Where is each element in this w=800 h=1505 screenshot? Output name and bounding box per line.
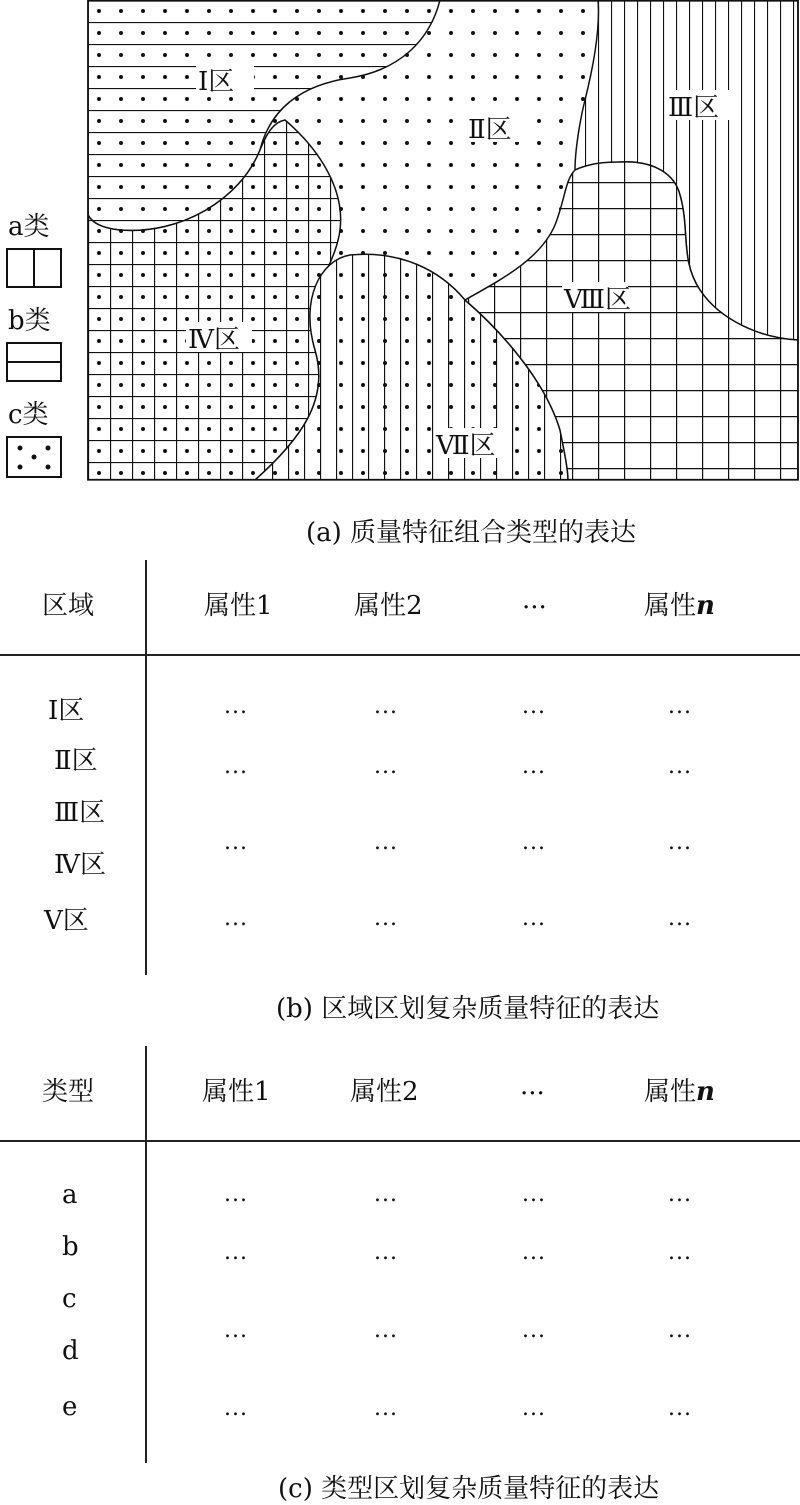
legend-a-label: a类 [8, 212, 50, 242]
table-cell: ... [522, 1396, 546, 1421]
zone-iii-label: Ⅲ区 [668, 93, 720, 123]
legend-a-swatch [6, 248, 62, 288]
table-row-label: Ⅲ区 [54, 798, 106, 828]
table-cell: ... [374, 1240, 398, 1265]
table-cell: ... [224, 1318, 248, 1343]
legend-c-swatch [6, 436, 62, 478]
table-cell: ... [374, 1182, 398, 1207]
table-row-label: Ⅱ区 [54, 746, 98, 776]
table-b-header-region: 区域 [42, 591, 95, 621]
table-c-header-type: 类型 [42, 1077, 95, 1107]
table-c-header-rule [0, 1140, 800, 1142]
table-cell: ... [668, 1396, 692, 1421]
table-cell: ... [224, 1396, 248, 1421]
table-cell: ... [522, 906, 546, 931]
table-b-vertical-rule [145, 560, 147, 975]
table-row-label: b [62, 1232, 79, 1262]
table-row-label: a [62, 1180, 78, 1210]
table-cell: ... [224, 830, 248, 855]
table-cell: ... [668, 754, 692, 779]
table-cell: ... [374, 906, 398, 931]
caption-a: (a) 质量特征组合类型的表达 [306, 518, 637, 548]
table-row-label: Ⅰ区 [48, 696, 85, 726]
table-cell: ... [522, 830, 546, 855]
table-cell: ... [374, 1318, 398, 1343]
table-cell: ... [522, 754, 546, 779]
table-cell: ... [224, 906, 248, 931]
table-cell: ... [374, 830, 398, 855]
zone-ii-label: Ⅱ区 [468, 115, 512, 145]
table-cell: ... [374, 754, 398, 779]
table-cell: ... [522, 1182, 546, 1207]
table-b-header-ellipsis: ... [522, 585, 547, 615]
zone-iv-label: Ⅳ区 [188, 325, 240, 355]
legend-b-swatch [6, 342, 62, 382]
legend-b-label: b类 [8, 306, 51, 336]
table-cell: ... [668, 906, 692, 931]
table-c-header-attr2: 属性2 [350, 1077, 419, 1107]
zone-i-label: Ⅰ区 [198, 67, 235, 97]
table-c-header-ellipsis: ... [520, 1071, 545, 1101]
table-b-header-attr1: 属性1 [204, 591, 273, 621]
table-cell: ... [668, 830, 692, 855]
zone-map [0, 0, 800, 500]
legend-c-label: c类 [8, 400, 49, 430]
table-cell: ... [522, 1240, 546, 1265]
table-cell: ... [522, 694, 546, 719]
zone-vii-label: Ⅶ区 [436, 431, 496, 461]
table-cell: ... [522, 1318, 546, 1343]
caption-b: (b) 区域区划复杂质量特征的表达 [276, 994, 660, 1024]
table-cell: ... [224, 754, 248, 779]
table-b-header-attr2: 属性2 [354, 591, 423, 621]
table-c-header-attr1: 属性1 [202, 1077, 271, 1107]
caption-c: (c) 类型区划复杂质量特征的表达 [278, 1474, 660, 1504]
table-cell: ... [668, 1318, 692, 1343]
table-b-header-rule [0, 654, 800, 656]
table-row-label: c [62, 1284, 77, 1314]
table-cell: ... [374, 694, 398, 719]
table-cell: ... [668, 1240, 692, 1265]
zone-viii-label: Ⅷ区 [564, 285, 631, 315]
table-row-label: Ⅳ区 [54, 850, 106, 880]
table-c-header-attrn: 属性n [644, 1077, 715, 1107]
table-cell: ... [374, 1396, 398, 1421]
table-cell: ... [224, 1182, 248, 1207]
table-cell: ... [668, 694, 692, 719]
table-row-label: d [62, 1336, 79, 1366]
table-row-label: e [62, 1392, 78, 1422]
table-row-label: Ⅴ区 [44, 906, 89, 936]
table-cell: ... [668, 1182, 692, 1207]
table-b-header-attrn: 属性n [644, 591, 715, 621]
table-cell: ... [224, 694, 248, 719]
table-c-vertical-rule [145, 1046, 147, 1463]
table-cell: ... [224, 1240, 248, 1265]
